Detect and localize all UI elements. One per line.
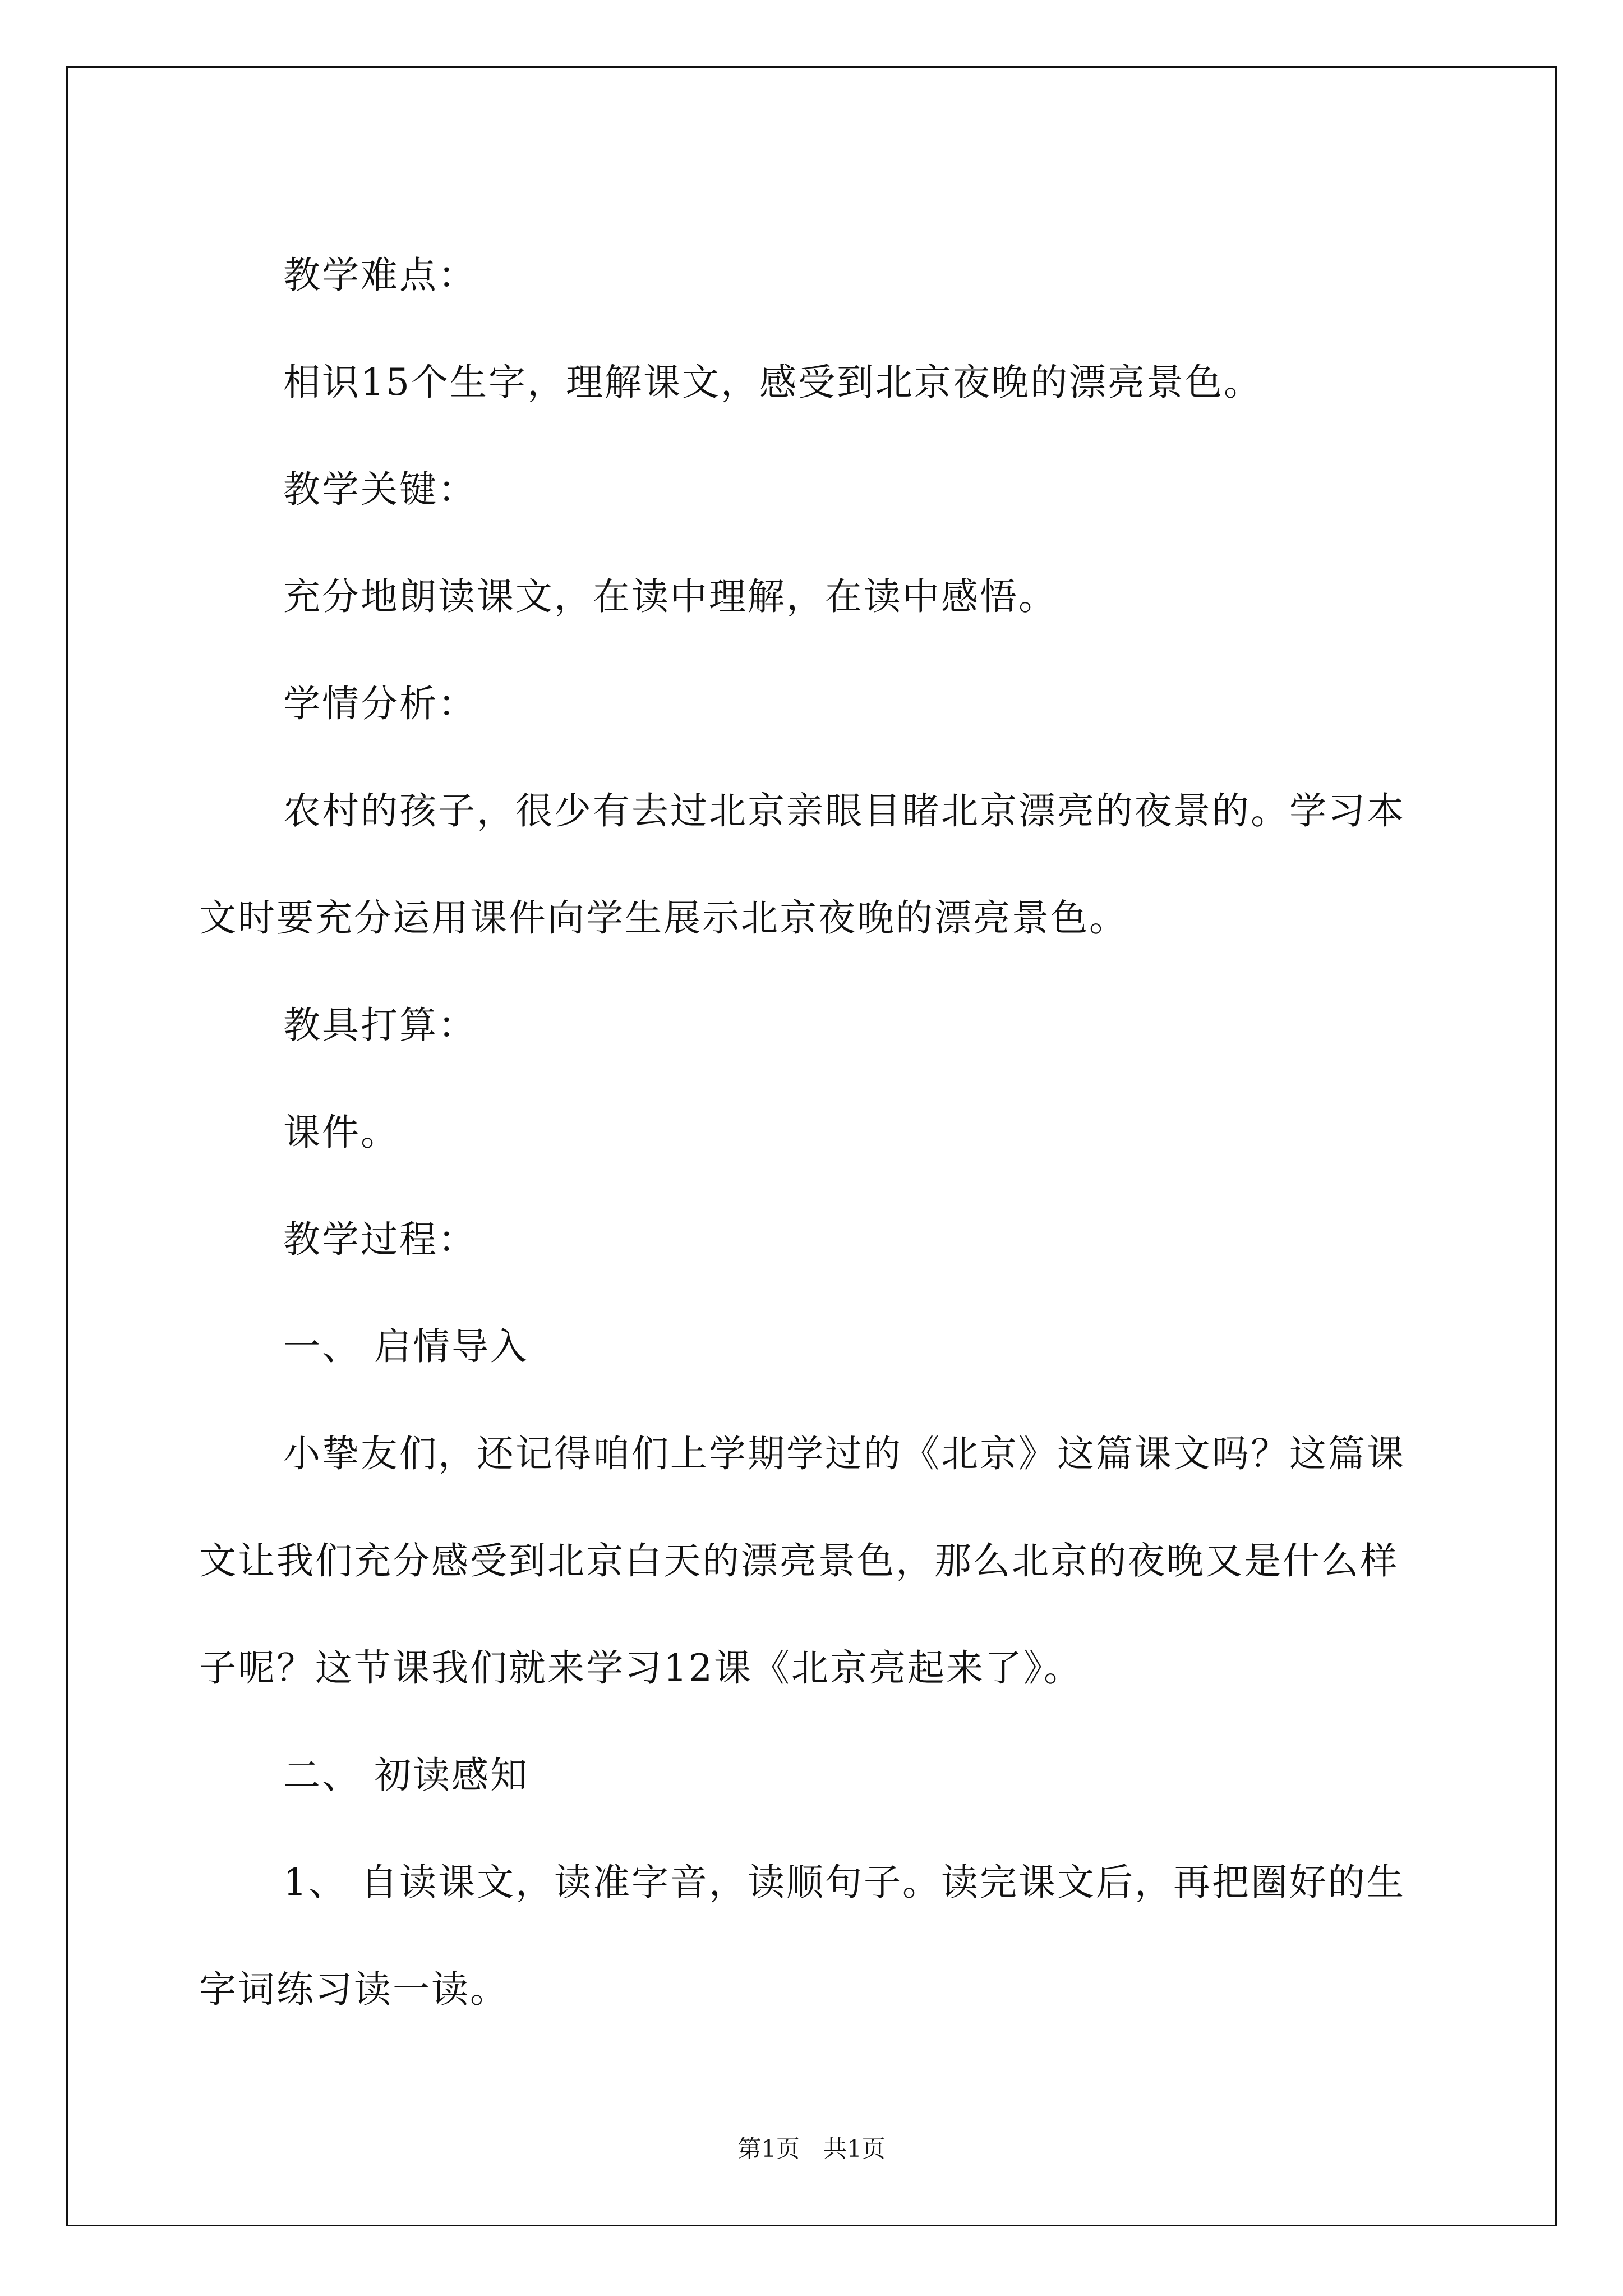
paragraph-section-two-step-one: 1、 自读课文，读准字音，读顺句子。读完课文后，再把圈好的生字词练习读一读。 [199, 1861, 1405, 2011]
document-body [199, 222, 1422, 2043]
paragraph-tools-text: 课件。 [283, 1111, 399, 1154]
paragraph-section-two-heading: 二、 初读感知 [283, 1754, 529, 1797]
page-footer [0, 2131, 1623, 2164]
page-number-label: 第1页 共1页 [737, 2135, 886, 2162]
paragraph-section-one-heading: 一、 启情导入 [283, 1325, 529, 1368]
paragraph-key-heading: 教学关键： [283, 468, 477, 511]
paragraph-key-text: 充分地朗读课文，在读中理解，在读中感悟。 [283, 575, 1057, 618]
paragraph-analysis-heading: 学情分析： [283, 682, 477, 725]
paragraph-tools-heading: 教具打算： [283, 1004, 477, 1047]
paragraph-process-heading: 教学过程： [283, 1218, 477, 1261]
paragraph-difficulty-heading: 教学难点： [283, 254, 477, 297]
paragraph-analysis-text: 农村的孩子，很少有去过北京亲眼目睹北京漂亮的夜景的。学习本文时要充分运用课件向学生展示北京夜晚的漂亮景色。 [199, 789, 1405, 940]
paragraph-difficulty-text: 相识15个生字，理解课文，感受到北京夜晚的漂亮景色。 [283, 361, 1262, 404]
paragraph-section-one-text: 小挚友们，还记得咱们上学期学过的《北京》这篇课文吗？这篇课文让我们充分感受到北京白天的漂亮景色，那么北京的夜晚又是什么样子呢？这节课我们就来学习12课《北京亮起来了》。 [199, 1432, 1405, 1690]
